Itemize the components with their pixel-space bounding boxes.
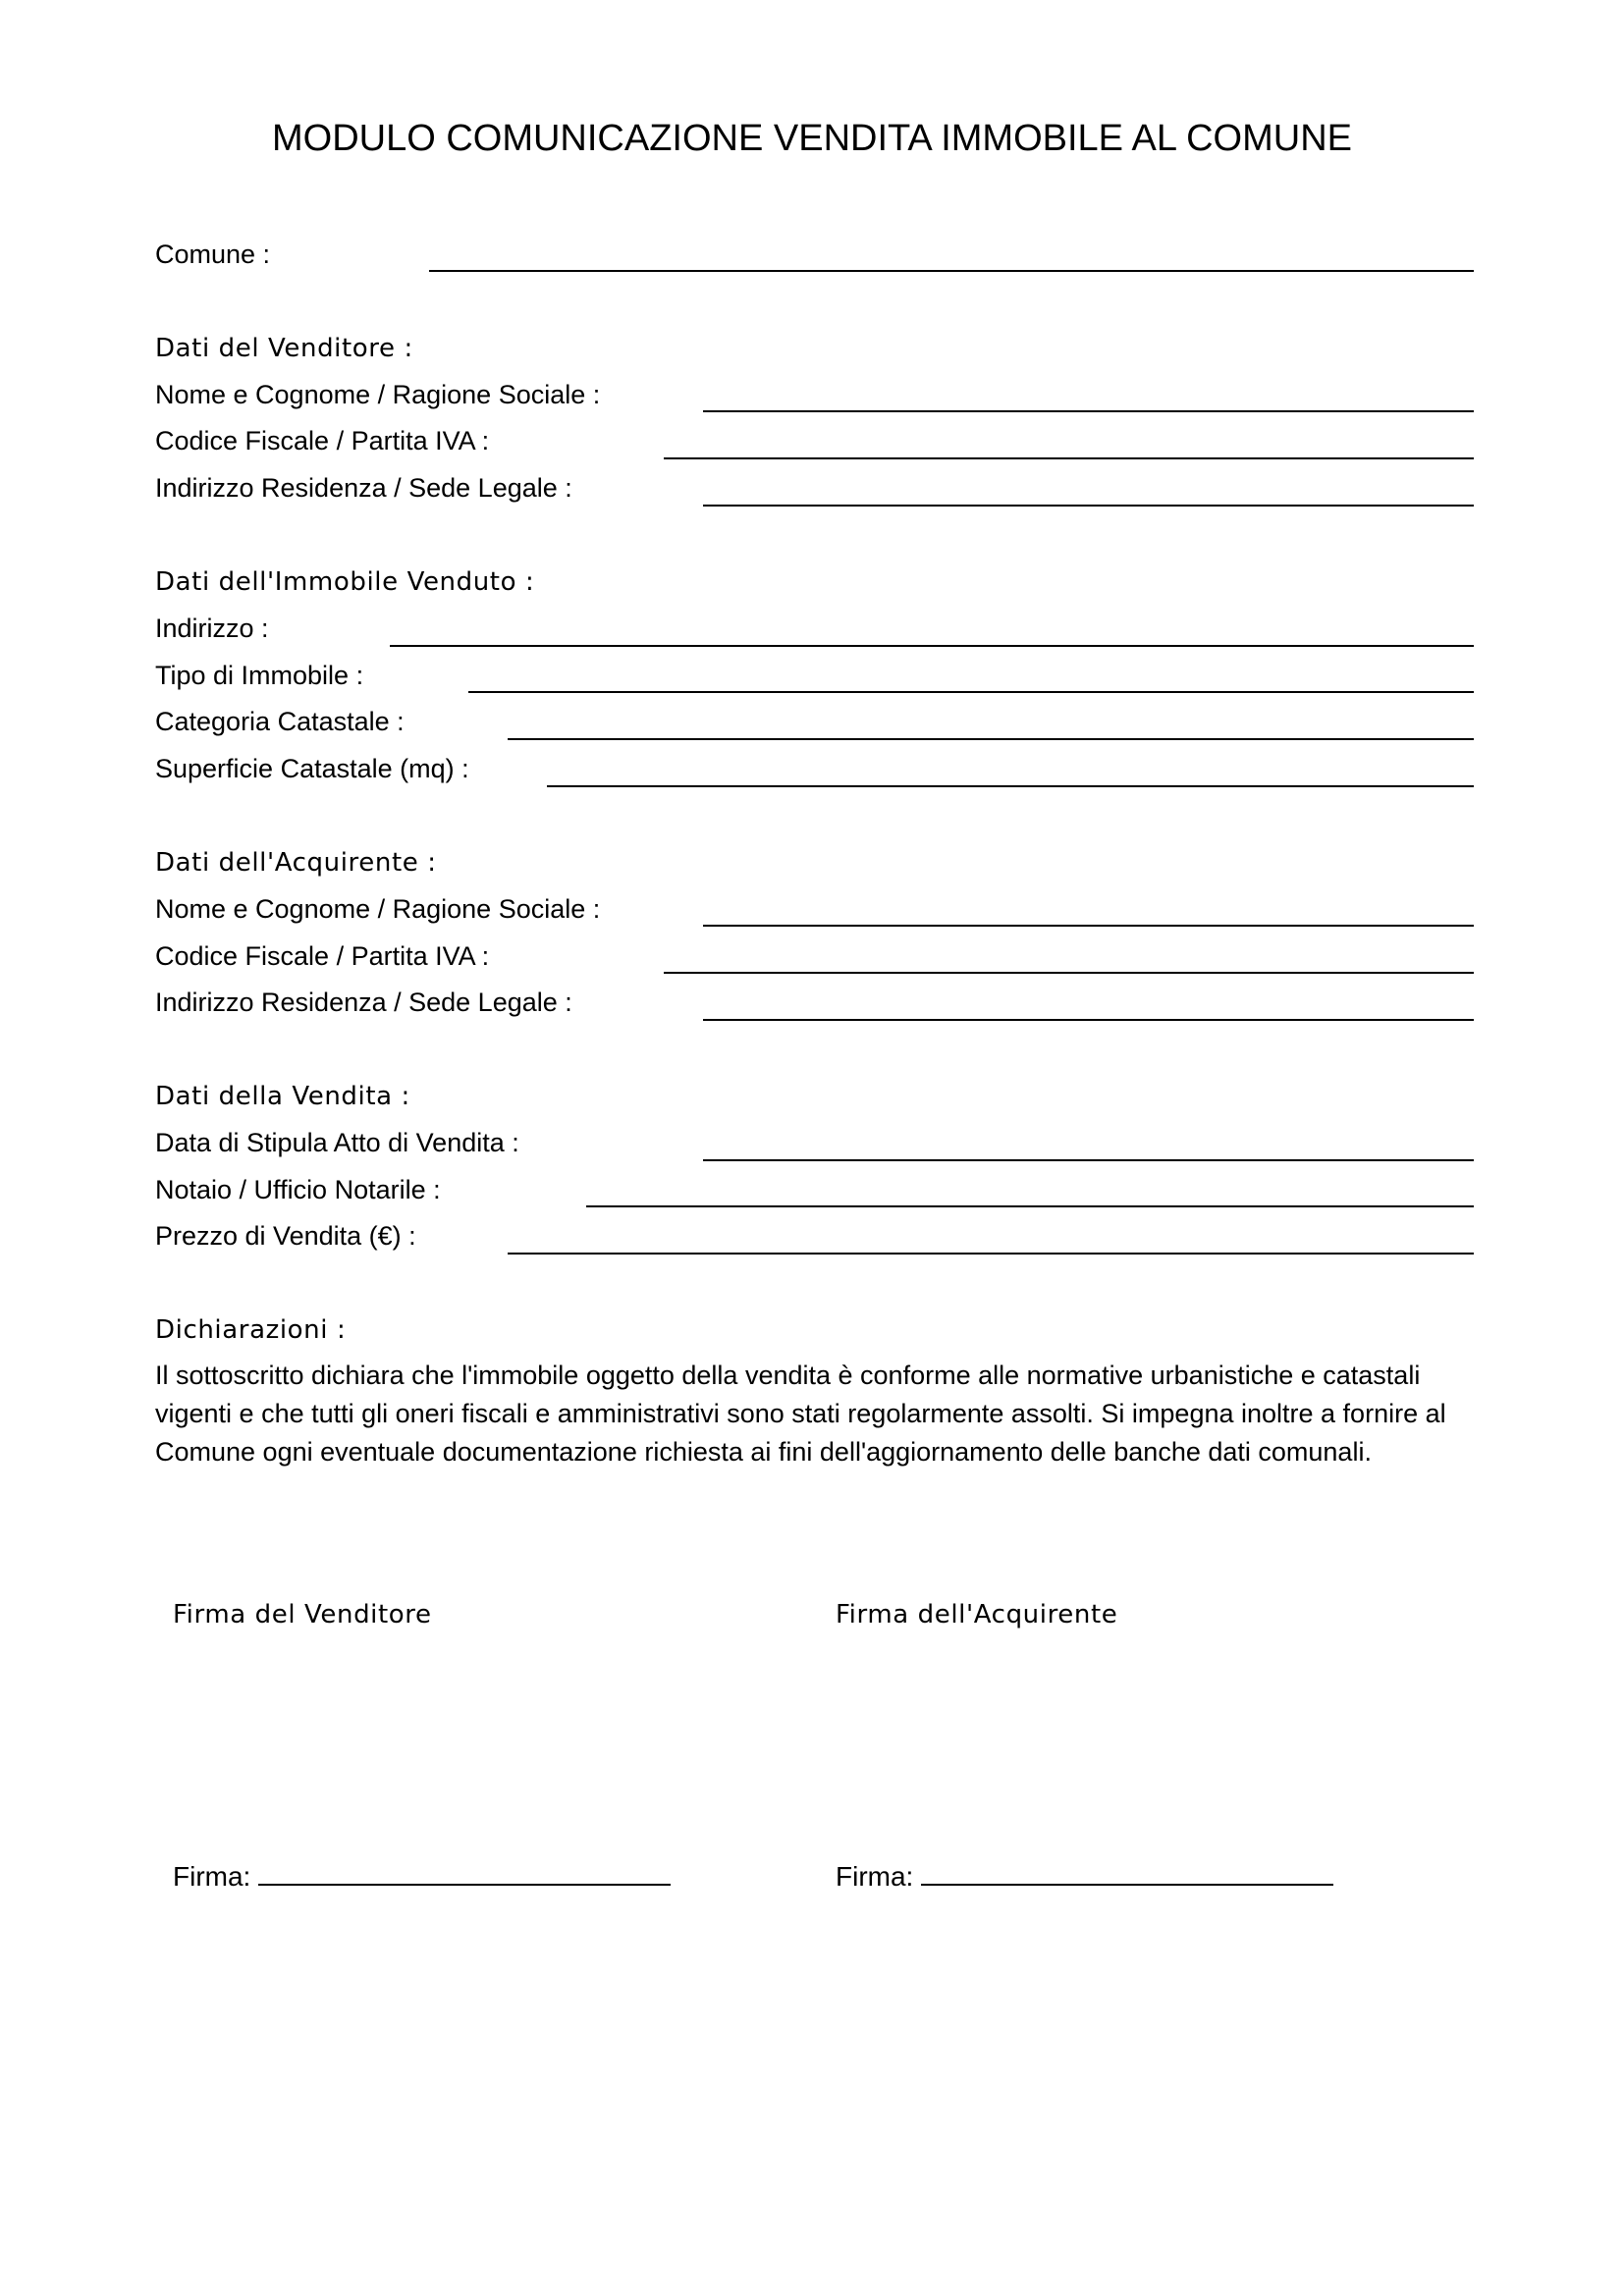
comune-field[interactable] [429,270,1474,272]
immobile-superficie-field[interactable] [547,785,1474,787]
venditore-cf-label: Codice Fiscale / Partita IVA : [155,426,490,455]
vendita-notaio-field[interactable] [586,1205,1474,1207]
venditore-nome-field[interactable] [703,410,1474,412]
firma-acquirente-label: Firma: [836,1861,914,1892]
vendita-notaio-label: Notaio / Ufficio Notarile : [155,1175,441,1204]
venditore-cf-field[interactable] [664,457,1474,459]
venditore-indirizzo-field[interactable] [703,505,1474,507]
acquirente-nome-field[interactable] [703,925,1474,927]
acquirente-indirizzo-field[interactable] [703,1019,1474,1021]
vendita-prezzo-field[interactable] [508,1253,1474,1255]
venditore-nome-label: Nome e Cognome / Ragione Sociale : [155,380,601,409]
immobile-categoria-field[interactable] [508,738,1474,740]
dichiarazioni-text: Il sottoscritto dichiara che l'immobile oggetto della vendita è conforme alle normative urbanistiche e catastali vigenti e che tutti gli oneri fiscali e amministrativi sono stati regolarmente assolti. Si impegna inoltre a fornire al Comune ogni eventuale documentazione richiesta ai fini dell'aggiornamento delle banche dati comunali. [155,1361,1446,1467]
immobile-categoria-label: Categoria Catastale : [155,707,405,736]
page-title: MODULO COMUNICAZIONE VENDITA IMMOBILE AL COMUNE [271,118,1352,159]
venditore-heading: Dati del Venditore : [155,334,413,363]
immobile-indirizzo-field[interactable] [390,645,1474,647]
acquirente-cf-field[interactable] [664,972,1474,974]
firma-acquirente-field[interactable] [921,1864,1333,1886]
comune-label: Comune : [155,240,271,269]
firma-venditore [173,1860,671,1894]
acquirente-heading: Dati dell'Acquirente : [155,848,437,878]
vendita-data-field[interactable] [703,1159,1474,1161]
immobile-superficie-label: Superficie Catastale (mq) : [155,754,469,783]
firma-acquirente [836,1860,1333,1894]
vendita-prezzo-label: Prezzo di Vendita (€) : [155,1221,416,1251]
acquirente-cf-label: Codice Fiscale / Partita IVA : [155,941,490,971]
dichiarazioni-heading: Dichiarazioni : [155,1315,347,1345]
firma-venditore-field[interactable] [258,1864,671,1886]
vendita-data-label: Data di Stipula Atto di Vendita : [155,1128,519,1157]
immobile-heading: Dati dell'Immobile Venduto : [155,567,535,597]
acquirente-nome-label: Nome e Cognome / Ragione Sociale : [155,894,601,924]
venditore-indirizzo-label: Indirizzo Residenza / Sede Legale : [155,473,572,503]
vendita-heading: Dati della Vendita : [155,1082,410,1111]
acquirente-indirizzo-label: Indirizzo Residenza / Sede Legale : [155,988,572,1017]
immobile-tipo-field[interactable] [468,691,1474,693]
immobile-tipo-label: Tipo di Immobile : [155,661,364,690]
immobile-indirizzo-label: Indirizzo : [155,614,269,643]
firma-venditore-heading: Firma del Venditore [173,1600,432,1629]
firma-venditore-label: Firma: [173,1861,251,1892]
firma-acquirente-heading: Firma dell'Acquirente [836,1600,1118,1629]
